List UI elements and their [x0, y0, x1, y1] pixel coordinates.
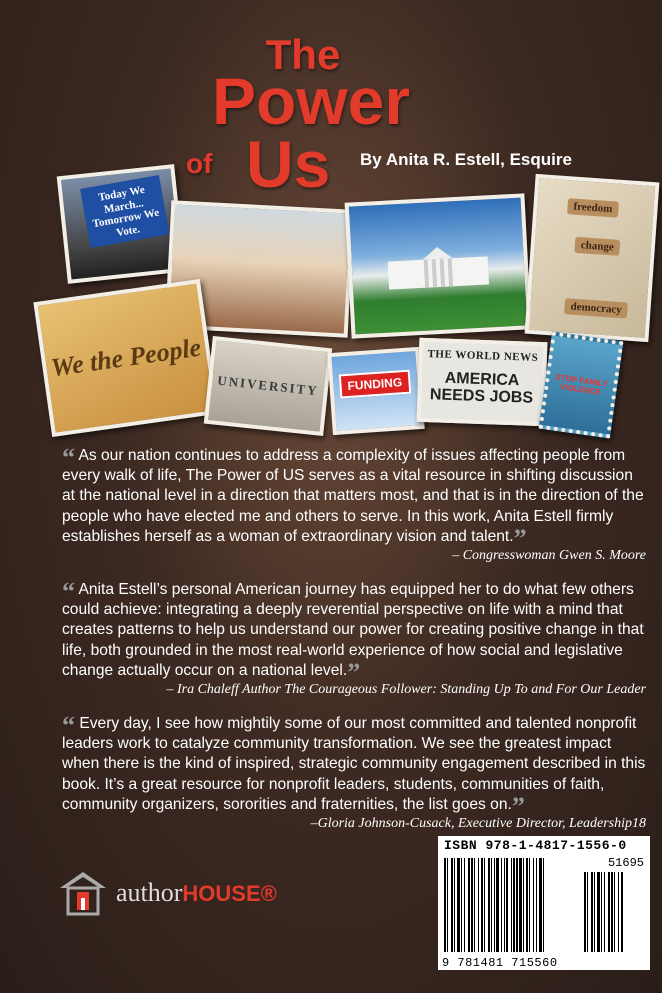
photo-white-house — [345, 193, 532, 338]
testimonial-quote — [62, 711, 650, 821]
photo-newspaper — [417, 338, 548, 426]
tag-democracy: democracy — [564, 298, 628, 318]
open-quote-icon: “ — [62, 711, 75, 740]
news-masthead: THE WORLD NEWS — [427, 348, 539, 364]
testimonial-quote — [62, 443, 650, 553]
barcode-addon: 51695 — [607, 856, 644, 870]
news-headline: AMERICA NEEDS JOBS — [429, 369, 534, 407]
open-quote-icon: “ — [62, 443, 75, 472]
title-of: of — [186, 148, 213, 179]
publisher-logo — [58, 870, 277, 916]
photo-funding — [327, 347, 424, 435]
march-sign: Today We March... Tomorrow We Vote. — [80, 175, 169, 248]
photo-stamp: STOP FAMILY VIOLENCE — [539, 331, 624, 438]
publisher-name — [116, 878, 277, 908]
quote-attribution: – Ira Chaleff Author The Courageous Follower: Standing Up To and For Our Leader — [166, 682, 646, 697]
tag-freedom: freedom — [567, 198, 619, 218]
barcode-bars-icon — [444, 858, 640, 952]
barcode-digits: 9 781481 715560 — [442, 956, 558, 970]
photo-university: UNIVERSITY — [204, 336, 333, 436]
house-logo-icon — [58, 870, 108, 916]
barcode — [438, 836, 650, 970]
registered-mark: ® — [260, 881, 277, 906]
tag-change: change — [574, 237, 620, 256]
close-quote-icon: ” — [511, 791, 525, 821]
title-power: Power — [211, 64, 411, 138]
funding-sign: FUNDING — [339, 370, 411, 399]
title-us: Us — [246, 127, 331, 201]
quote-text: Every day, I see how mightily some of our most committed and talented nonprofit leaders work to catalyze community transformation. We see the greatest impact when there is the kind of inspired, strategic community engagement described in this book. It’s a great resource for nonprofit leaders, students, communities of faith, community organizers, sororities and fraternities, the list goes on. — [62, 715, 646, 813]
quote-attribution: – Congresswoman Gwen S. Moore — [452, 548, 646, 563]
publisher-name-house: HOUSE — [182, 881, 261, 906]
photo-constitution: We the People — [33, 279, 218, 437]
isbn-label: ISBN 978-1-4817-1556-0 — [444, 838, 627, 853]
white-house-icon — [377, 238, 499, 294]
publisher-name-author: author — [116, 878, 183, 907]
title-the: The — [265, 31, 341, 78]
close-quote-icon: ” — [347, 657, 361, 687]
testimonial-quote — [62, 577, 650, 687]
quote-text: Anita Estell’s personal American journey has equipped her to do what few others could achieve: integrating a deeply reverential perspective on life with a mind that creates patterns to help us understand our power for creating positive change in that life, both grounded in the most real-world experience of how social and legislative change actually occur on a national level. — [62, 581, 644, 679]
open-quote-icon: “ — [62, 577, 75, 606]
close-quote-icon: ” — [513, 523, 527, 553]
photo-keys — [525, 174, 660, 342]
quote-attribution: –Gloria Johnson-Cusack, Executive Director, Leadership18 — [310, 816, 646, 831]
photo-march — [57, 164, 186, 284]
quote-text: As our nation continues to address a complexity of issues affecting people from every walk of life, The Power of US serves as a vital resource in shifting discussion at the national level in a direction that matters most, and that is in the direction of the people who have elected me and others to serve. In this work, Anita Estell firmly establishes herself as a woman of extraordinary vision and talent. — [62, 447, 644, 545]
author-byline: By Anita R. Estell, Esquire — [360, 150, 572, 169]
